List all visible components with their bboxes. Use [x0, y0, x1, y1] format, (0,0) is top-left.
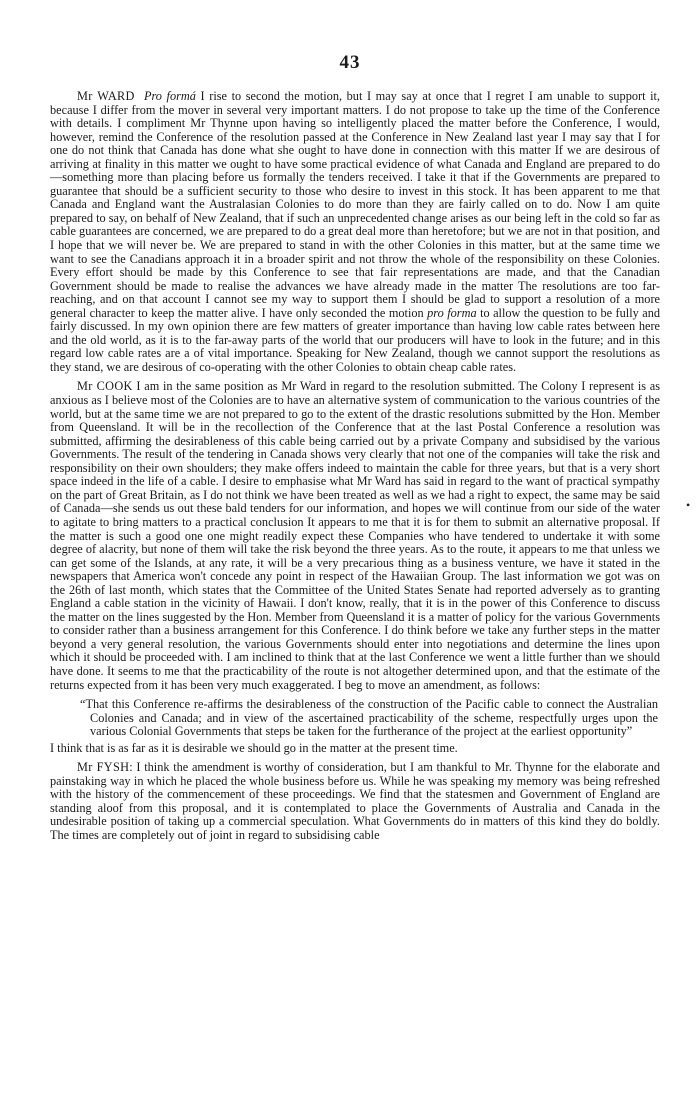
italic-pro-forma: Pro formá	[143, 89, 196, 103]
margin-mark: •	[686, 498, 691, 512]
paragraph-ward	[50, 90, 660, 374]
page-number: 43	[339, 52, 361, 73]
cook-text: I am in the same position as Mr Ward in regard to the resolution submitted. The Colony I represent is as anxious as I believe most of the Colonies are to have an alternative system of communication to the various countries of the world, but at the same time we are not prepared to go to the extent of the drastic resolutions submitted by the Hon. Member from Queensland. It will be in the recollection of the Conference that at the last Postal Conference a resolution was submitted, affirming the desirableness of this cable being carried out by a private Company and subsidised by the various Governments. The result of the tendering in Canada shows very clearly that not one of the companies will take the risk and responsibility on their own shoulders; they make offers indeed to maintain the cable for three years, but that is a very short space indeed in the life of a cable. I desire to emphasise what Mr Ward has said in regard to the want of practical sympathy on the part of Great Britain, as I do not think we have been treated as well as we had a right to expect, the same may be said of Canada—she sends us out these bald tenders for our information, and hopes we will continue from our side of the water to agitate to bring matters to a practical conclusion It appears to me that it is for them to submit an alternative proposal. If the matter is such a good one one might readily expect these Companies who have tendered to undertake it with some degree of alacrity, but none of them will take the risk beyond the three years. As to the route, it appears to me that unless we can get some of the Islands, at any rate, it will be a very precarious thing as a business venture, we have it stated in the newspapers that America won't concede any point in respect of the Hawaiian Group. The last information we got was on the 26th of last month, which states that the Committee of the United States Senate had reported adversely as to granting England a cable station in the vicinity of Hawaii. I don't know, really, that it is in the power of this Conference to discuss the matter on the lines suggested by the Hon. Member from Queensland it is a matter of policy for the various Governments to consider rather than a business arrangement for this Conference. I do think before we take any further steps in the matter beyond a very general resolution, the various Governments should enter into negotiations and determine the lines upon which it should be proceeded with. I am inclined to think that at the last Conference we went a little further than we should have done. It seems to me that the practicability of the route is not altogether determined upon, and that the estimate of the returns expected from it has been very much exaggerated. I beg to move an amendment, as follows:	[50, 379, 660, 692]
after-quote-line: I think that is as far as it is desirable we should go in the matter at the present time.	[50, 740, 458, 755]
fysh-text: : I think the amendment is worthy of consideration, but I am thankful to Mr. Thynne for the elaborate and painstaking way in which he placed the whole business before us. While he was speaking my memory was being refreshed with the history of the commencement of these proceedings. We find that the statesmen and Government of England are standing aloof from this proposal, and it is contemplated to place the Governments of Australia and Canada in the undesirable position of taking up a commercial speculation. What Governments do in matters of this kind they do boldly. The times are completely out of joint in regard to subsidising cable	[50, 760, 660, 842]
document-body	[50, 90, 660, 849]
amendment-quote: “That this Conference re-affirms the desirableness of the construction of the Pacific cable to connect the Australian Colonies and Canada; and in view of the ascertained practicability of the scheme, respectfully urges upon the various Colonial Governments that steps be taken for the furtherance of the project at the earliest opportunity”	[80, 697, 658, 739]
ward-text-end: to allow the question to be fully and fairly discussed. In my own opinion there are few matters of greater importance than having low cable rates between here and the old world, as it is to the far-away parts of the world that our producers will have to look in the future; and in this regard low cable rates are a of vital importance. Speaking for New Zealand, though we cannot support the resolutions as they stand, we are desirous of co-operating with the other Colonies to obtain cheap cable rates.	[50, 305, 660, 374]
paragraph-fysh	[50, 761, 660, 842]
paragraph-cook	[50, 380, 660, 692]
italic-pro-forma-mid: pro forma	[427, 305, 477, 320]
speaker-fysh: Mr FYSH	[77, 760, 130, 775]
speaker-cook: Mr COOK	[77, 379, 133, 394]
ward-text: I rise to second the motion, but I may say at once that I regret I am unable to support it, because I differ from the mover in several very important matters. I do not propose to take up the time of the Conference with details. I compliment Mr Thynne upon having so intelligently placed the matter before the Conference, I would, however, remind the Conference of the resolution passed at the Conference in New Zealand last year I may say that I for one do not think that Canada has done what she ought to have done in connection with this matter If we are desirous of arriving at finality in this matter we ought to have some practical evidence of what Canada and England are prepared to do—something more than placing before us formally the tenders received. I take it that if the Governments are prepared to guarantee that should be a sufficient security to those who desire to invest in this stock. It has been apparent to me that Canada and England want the Australasian Colonies to do more than they are fairly called on to do. Now I am quite prepared to say, on behalf of New Zealand, that if such an unprecedented change arises as our being left in the cold so far as cable guarantees are concerned, we are prepared to do a great deal more than heretofore; but we are not in that position, and I hope that we will never be. We are prepared to stand in with the other Colonies in this matter, but at the same time we want to see the Canadians approach it in a broader spirit and not throw the whole of the responsibility on these Colonies. Every effort should be made by this Conference to see that fair representations are made, and that the Canadian Government should be made to realise the advances we have already made in the matter The resolutions are too far-reaching, and on that account I cannot see my way to support them I should be glad to support a resolution of a more general character to keep the matter alive. I have only seconded the motion	[50, 89, 661, 320]
speaker-ward: Mr WARD	[77, 89, 135, 103]
